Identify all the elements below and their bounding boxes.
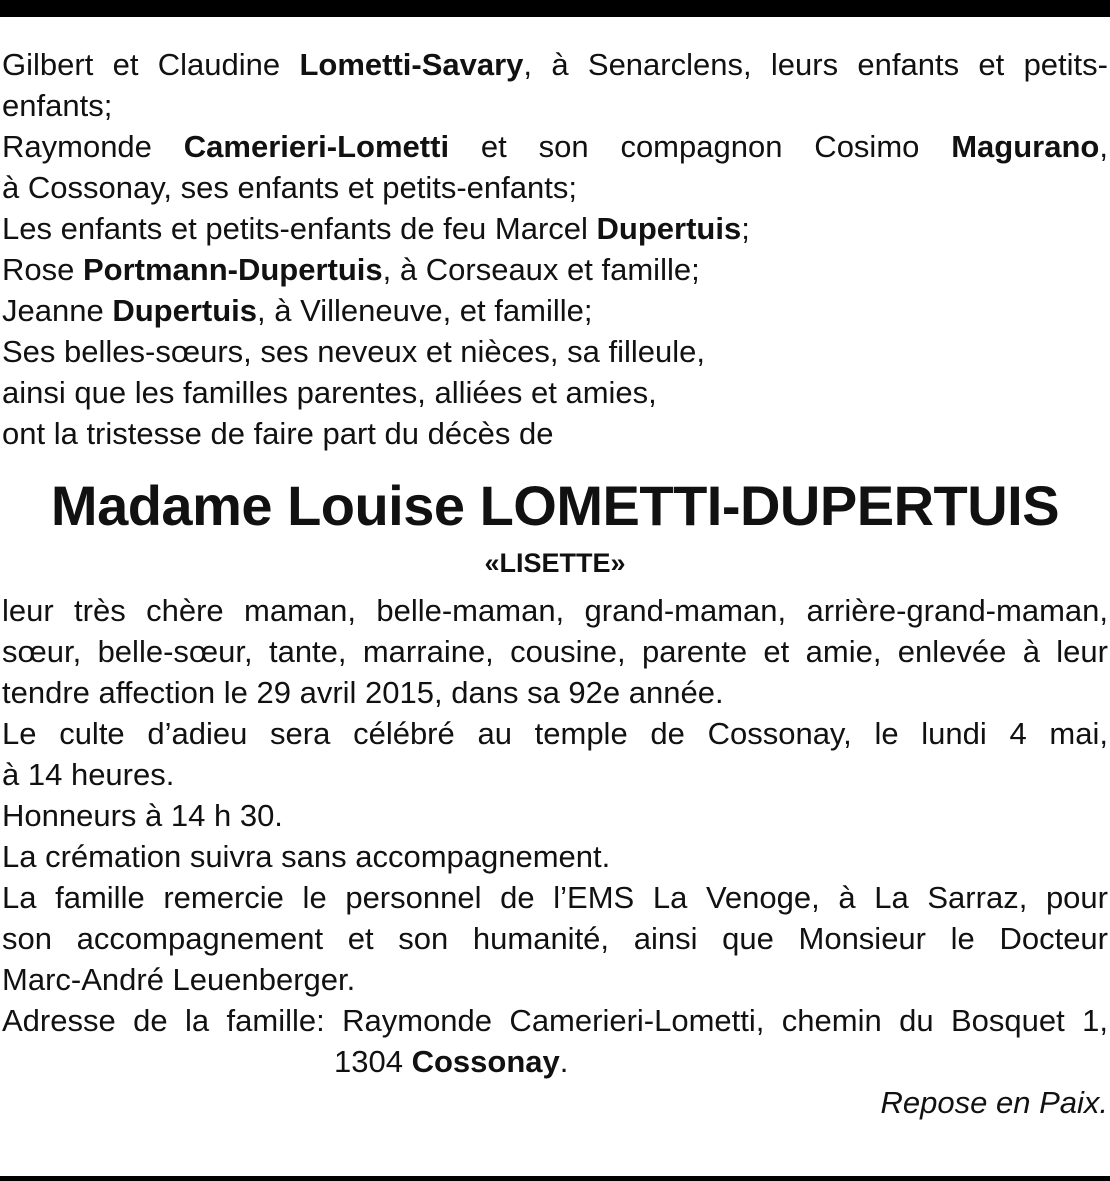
text-segment: ainsi que les familles parentes, alliées et amies, bbox=[2, 375, 657, 410]
details-line bbox=[2, 877, 1108, 918]
closing-phrase: Repose en Paix. bbox=[880, 1085, 1108, 1120]
text-segment: Les enfants et petits-enfants de feu Marcel bbox=[2, 211, 597, 246]
text-segment: Ses belles-sœurs, ses neveux et nièces, sa filleule, bbox=[2, 334, 705, 369]
top-rule bbox=[0, 0, 1110, 17]
details-block bbox=[2, 590, 1108, 1041]
text-segment: 1304 bbox=[334, 1044, 412, 1079]
text-segment: . bbox=[559, 1044, 569, 1079]
text-segment: Gilbert et Claudine bbox=[2, 47, 300, 82]
text-segment: tendre affection le 29 avril 2015, dans sa 92e année. bbox=[2, 675, 724, 710]
details-line bbox=[2, 836, 1108, 877]
announcers-line bbox=[2, 208, 1108, 249]
bottom-rule bbox=[0, 1176, 1110, 1181]
announcers-block bbox=[2, 44, 1108, 454]
text-segment: ; bbox=[741, 211, 750, 246]
text-segment: Rose bbox=[2, 252, 83, 287]
text-segment: et son compagnon Cosimo bbox=[449, 129, 952, 164]
bold-name-text: Dupertuis bbox=[112, 293, 258, 328]
text-segment: La famille remercie le personnel de l’EMS La Venoge, à La Sarraz, pour bbox=[2, 880, 1108, 915]
announcers-line bbox=[2, 167, 1108, 208]
text-segment: Raymonde bbox=[2, 129, 184, 164]
address-continuation bbox=[2, 1041, 1108, 1082]
text-segment: Honneurs à 14 h 30. bbox=[2, 798, 283, 833]
bold-name-text: Portmann-Dupertuis bbox=[82, 252, 383, 287]
announcers-line bbox=[2, 372, 1108, 413]
announcers-line bbox=[2, 44, 1108, 85]
text-segment: Jeanne bbox=[2, 293, 113, 328]
bold-name-text: Cossonay bbox=[411, 1044, 560, 1079]
text-segment: sœur, belle-sœur, tante, marraine, cousine, parente et amie, enlevée à leur bbox=[2, 634, 1108, 669]
deceased-nickname: «LISETTE» bbox=[484, 548, 626, 578]
details-line bbox=[2, 590, 1108, 631]
details-line bbox=[2, 631, 1108, 672]
bold-name-text: Magurano bbox=[951, 129, 1100, 164]
text-segment: Adresse de la famille: Raymonde Camerieri-Lometti, chemin du Bosquet 1, bbox=[2, 1003, 1108, 1038]
text-segment: enfants; bbox=[2, 88, 113, 123]
deceased-name: Madame Louise LOMETTI-DUPERTUIS bbox=[50, 474, 1060, 537]
announcers-line bbox=[2, 413, 1108, 454]
bold-name-text: Dupertuis bbox=[596, 211, 742, 246]
text-segment: son accompagnement et son humanité, ainsi que Monsieur le Docteur bbox=[2, 921, 1108, 956]
bold-name-text: Camerieri-Lometti bbox=[183, 129, 450, 164]
obituary-notice bbox=[2, 44, 1108, 1123]
announcers-line bbox=[2, 331, 1108, 372]
details-line bbox=[2, 1000, 1108, 1041]
details-line bbox=[2, 918, 1108, 959]
details-line bbox=[2, 959, 1108, 1000]
announcers-line bbox=[2, 290, 1108, 331]
text-segment: à Cossonay, ses enfants et petits-enfants; bbox=[2, 170, 577, 205]
text-segment: , bbox=[1099, 129, 1108, 164]
text-segment: Le culte d’adieu sera célébré au temple de Cossonay, le lundi 4 mai, bbox=[2, 716, 1108, 751]
text-segment: leur très chère maman, belle-maman, grand-maman, arrière-grand-maman, bbox=[2, 593, 1108, 628]
text-segment: La crémation suivra sans accompagnement. bbox=[2, 839, 611, 874]
text-segment: , à Senarclens, leurs enfants et petits- bbox=[523, 47, 1108, 82]
details-line bbox=[2, 713, 1108, 754]
text-segment: Marc-André Leuenberger. bbox=[2, 962, 356, 997]
details-line bbox=[2, 795, 1108, 836]
text-segment: ont la tristesse de faire part du décès de bbox=[2, 416, 554, 451]
text-segment: , à Corseaux et famille; bbox=[382, 252, 700, 287]
details-line bbox=[2, 754, 1108, 795]
details-line bbox=[2, 672, 1108, 713]
announcers-line bbox=[2, 85, 1108, 126]
announcers-line bbox=[2, 126, 1108, 167]
text-segment: , à Villeneuve, et famille; bbox=[257, 293, 593, 328]
bold-name-text: Lometti-Savary bbox=[299, 47, 524, 82]
text-segment: à 14 heures. bbox=[2, 757, 175, 792]
announcers-line bbox=[2, 249, 1108, 290]
